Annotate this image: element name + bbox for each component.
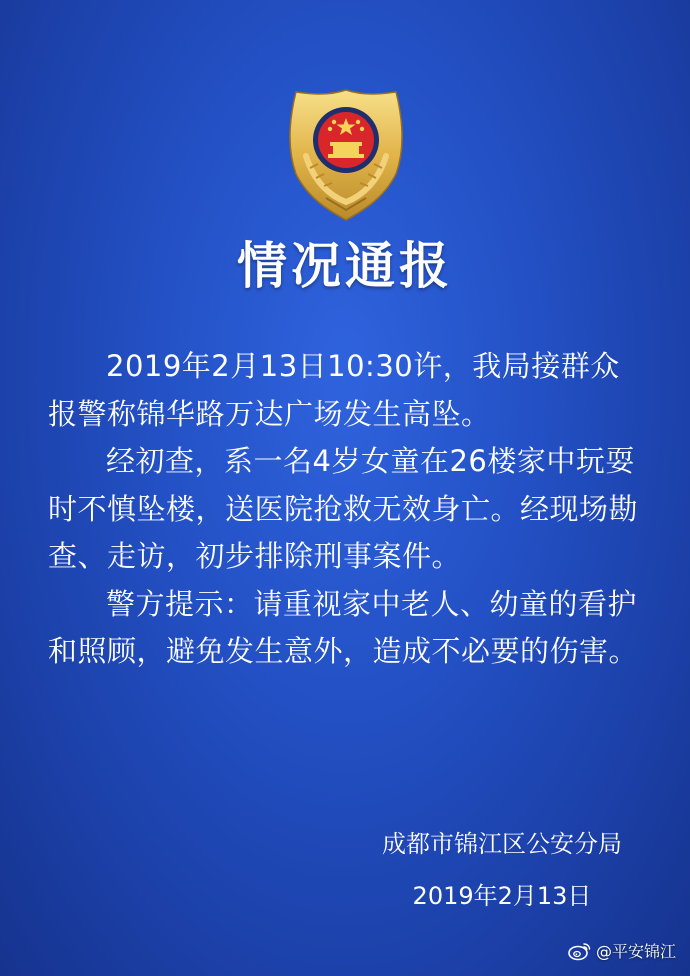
notice-body <box>48 343 648 676</box>
paragraph-incident: 2019年2月13日10:30许，我局接群众报警称锦华路万达广场发生高坠。 <box>48 349 620 431</box>
notice-title: 情况通报 <box>237 237 453 295</box>
police-emblem <box>284 86 408 226</box>
weibo-watermark <box>568 939 676 962</box>
issue-date: 2019年2月13日 <box>412 882 592 910</box>
signature-block <box>382 818 622 922</box>
paragraph-findings: 经初查，系一名4岁女童在26楼家中玩耍时不慎坠楼，送医院抢救无效身亡。经现场勘查、走访，初步排除刑事案件。 <box>48 444 639 573</box>
issuing-organization: 成都市锦江区公安分局 <box>382 830 622 858</box>
paragraph-warning: 警方提示：请重视家中老人、幼童的看护和照顾，避免发生意外，造成不必要的伤害。 <box>48 586 639 668</box>
weibo-icon <box>568 941 592 961</box>
weibo-account: @平安锦江 <box>595 942 676 961</box>
